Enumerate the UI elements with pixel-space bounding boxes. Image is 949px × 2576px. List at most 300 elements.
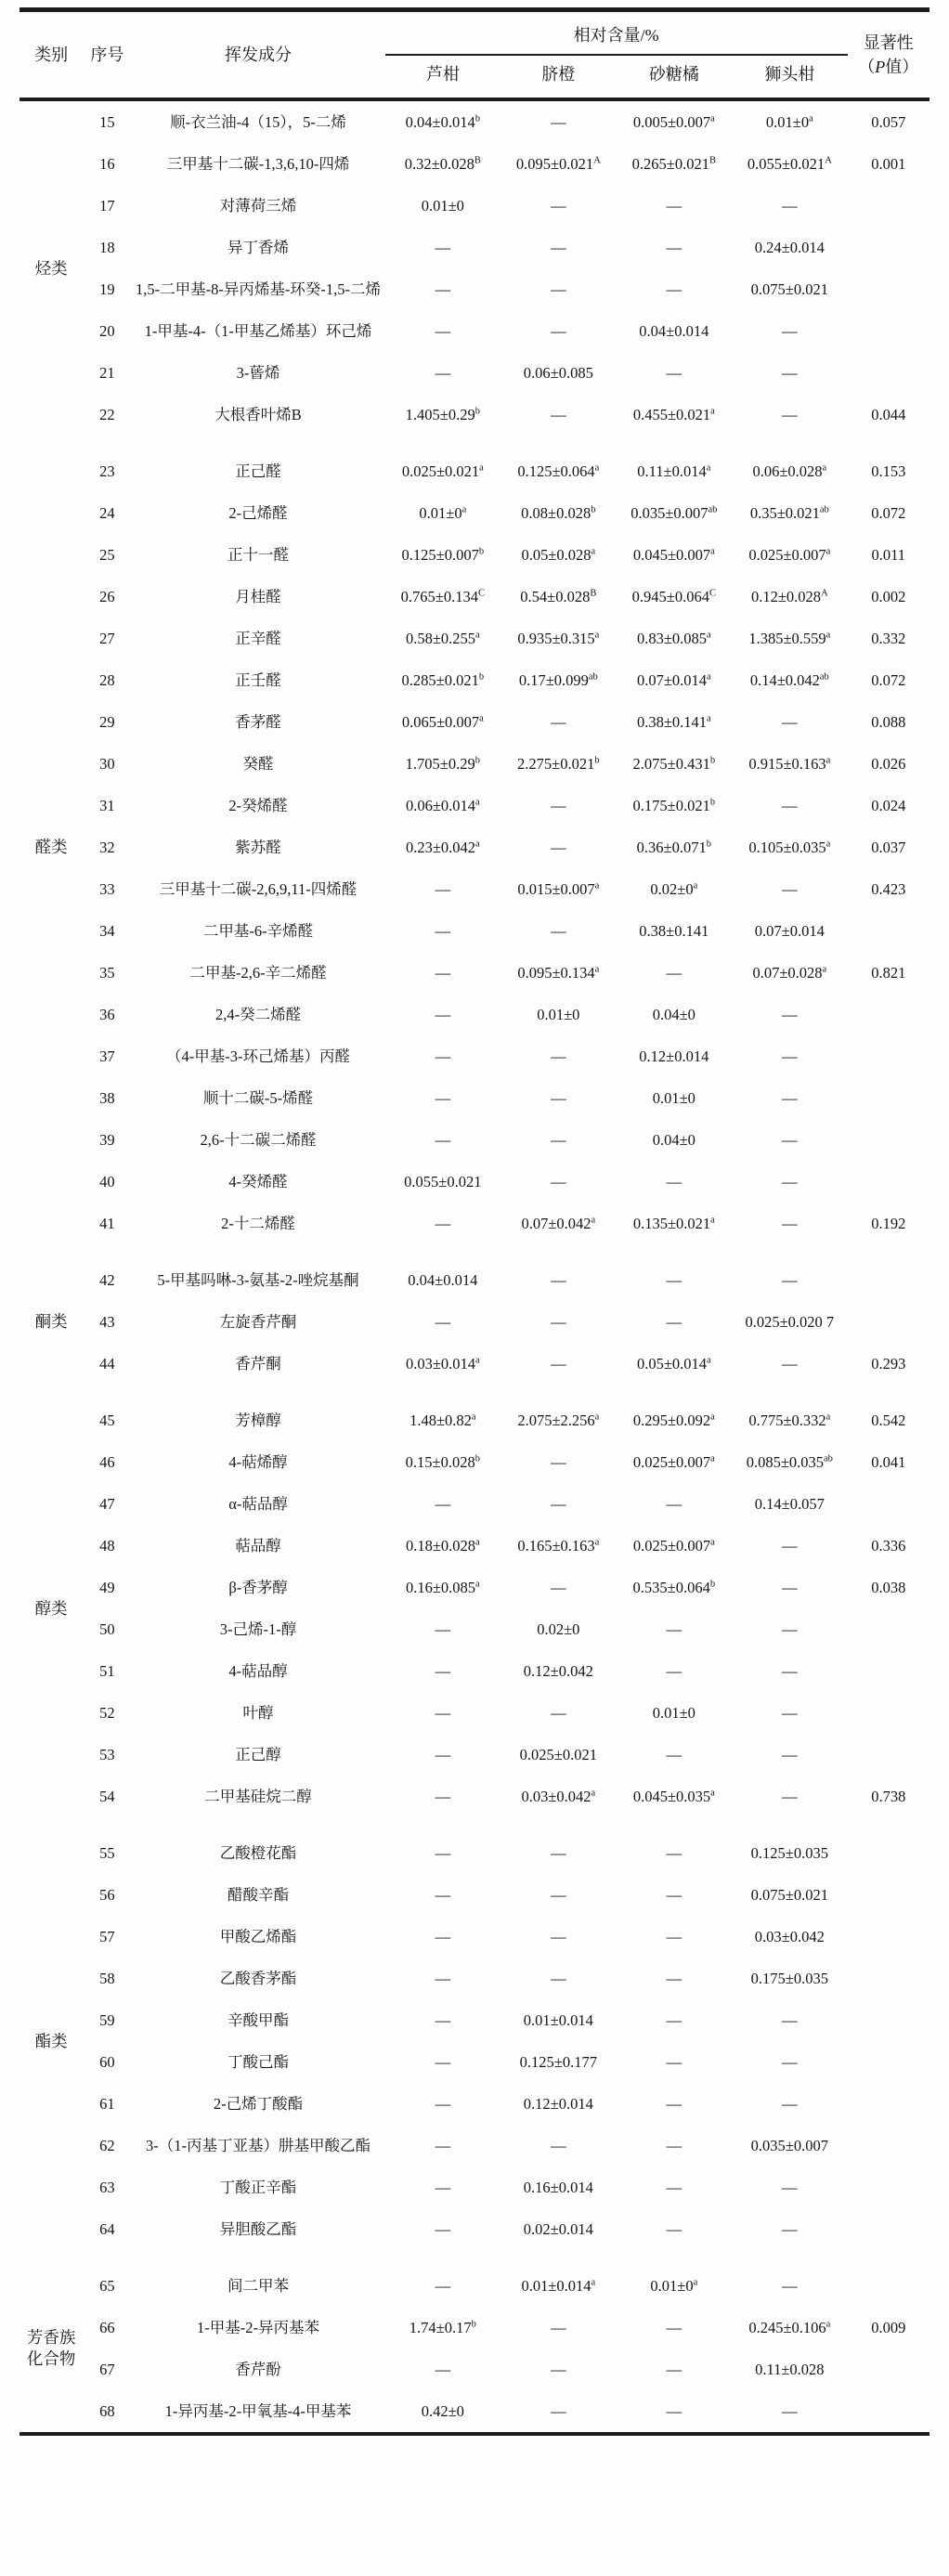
- component-name-cell: 三甲基十二碳-2,6,9,11-四烯醛: [159, 880, 358, 899]
- category-cell: 醇类: [34, 1598, 68, 1618]
- value-cell: —: [666, 2137, 682, 2155]
- row-number-cell: 31: [99, 797, 115, 815]
- value-cell: —: [435, 2277, 451, 2296]
- value-cell: 0.06±0.028$^a$: [752, 462, 827, 481]
- p-value-cell: 0.002: [871, 588, 906, 606]
- p-value-cell: 0.336: [871, 1537, 906, 1555]
- p-value-cell: [848, 352, 930, 394]
- value-cell: 1.385±0.559$^a$: [748, 630, 831, 648]
- table-row: [20, 227, 930, 268]
- value-cell: —: [666, 2053, 682, 2072]
- col-header-fruit-lugan: 芦柑: [385, 55, 501, 99]
- value-cell: —: [782, 1271, 798, 1290]
- significance-letter: a: [594, 964, 600, 975]
- p-value-cell: 0.009: [871, 2319, 906, 2337]
- row-number-cell: 41: [99, 1215, 115, 1233]
- value-cell: —: [435, 2137, 451, 2155]
- p-value-cell: [848, 1161, 930, 1203]
- table-row: [20, 2307, 930, 2348]
- value-cell: —: [551, 1355, 566, 1373]
- value-cell: 0.935±0.315$^a$: [517, 630, 600, 648]
- component-name-cell: 5-甲基吗啉-3-氨基-2-唑烷基酮: [157, 1271, 359, 1290]
- table-row: [20, 2348, 930, 2390]
- value-cell: —: [782, 2053, 798, 2072]
- component-name-cell: 正辛醛: [235, 630, 281, 648]
- value-cell: —: [551, 1131, 566, 1150]
- component-name-cell: 乙酸香茅酯: [219, 1970, 297, 1988]
- value-cell: —: [551, 1047, 566, 1066]
- table-row: [20, 1203, 930, 1244]
- value-cell: —: [435, 280, 451, 299]
- table-row: [20, 1874, 930, 1916]
- component-name-cell: 4-癸烯醛: [228, 1173, 288, 1191]
- component-name-cell: 正己醇: [235, 1746, 281, 1764]
- value-cell: $0.265\pm 0.021^B$: [631, 155, 716, 174]
- significance-letter: a: [710, 1788, 715, 1799]
- value-cell: $0.32\pm 0.028^B$: [404, 155, 481, 174]
- p-value-cell: [848, 227, 930, 268]
- value-cell: 0.125±0.064$^a$: [517, 462, 600, 481]
- value-cell: $0.765\pm 0.134^C$: [400, 588, 485, 606]
- value-cell: 0.08±0.028$^b$: [521, 504, 596, 523]
- value-cell: 0.02±0.014: [523, 2220, 593, 2239]
- category-cell: 烃类: [34, 258, 68, 278]
- significance-letter: a: [707, 630, 711, 641]
- component-name-cell: 三甲基十二碳-1,3,6,10-四烯: [166, 155, 350, 174]
- value-cell: 0.025±0.007$^a$: [632, 1453, 715, 1472]
- value-cell: —: [666, 964, 682, 982]
- table-row: [20, 2250, 930, 2307]
- value-cell: 1.405±0.29$^b$: [405, 406, 480, 424]
- table-row: [20, 1161, 930, 1203]
- value-cell: —: [782, 1620, 798, 1639]
- row-number-cell: 27: [99, 630, 115, 648]
- row-number-cell: 20: [99, 322, 115, 341]
- value-cell: —: [551, 1579, 566, 1597]
- p-value-cell: 0.153: [871, 462, 906, 481]
- table-body: [20, 99, 930, 2434]
- value-cell: 0.04±0: [652, 1131, 696, 1150]
- value-cell: —: [435, 964, 451, 982]
- value-cell: 0.07±0.028$^a$: [752, 964, 827, 982]
- value-cell: 0.03±0.042: [754, 1928, 825, 1946]
- value-cell: 1.74±0.17$^b$: [409, 2319, 476, 2337]
- p-value-cell: 0.293: [871, 1355, 906, 1373]
- table-row: [20, 701, 930, 743]
- row-number-cell: 32: [99, 839, 115, 857]
- value-cell: 0.095±0.134$^a$: [517, 964, 600, 982]
- table-row: [20, 910, 930, 952]
- value-cell: 0.07±0.042$^a$: [521, 1215, 596, 1233]
- value-cell: 2.075±0.431$^b$: [632, 755, 716, 774]
- value-cell: —: [551, 1089, 566, 1108]
- value-cell: —: [782, 2011, 798, 2030]
- value-cell: —: [782, 1047, 798, 1066]
- row-number-cell: 23: [99, 462, 115, 481]
- value-cell: —: [666, 280, 682, 299]
- p-value-cell: [848, 1244, 930, 1301]
- value-cell: —: [782, 1746, 798, 1764]
- value-cell: 0.025±0.021: [519, 1746, 597, 1764]
- significance-letter: a: [710, 1453, 715, 1464]
- significance-letter: a: [475, 797, 480, 808]
- significance-letter: a: [591, 1215, 596, 1226]
- row-number-cell: 16: [99, 155, 115, 174]
- row-number-cell: 24: [99, 504, 115, 523]
- row-number-cell: 37: [99, 1047, 115, 1066]
- row-number-cell: 54: [99, 1788, 115, 1806]
- component-name-cell: 正十一醛: [228, 546, 290, 565]
- page: [0, 7, 949, 2436]
- significance-letter: a: [710, 406, 715, 417]
- p-value-cell: 0.192: [871, 1215, 906, 1233]
- row-number-cell: 50: [99, 1620, 115, 1639]
- significance-letter: a: [591, 2277, 596, 2288]
- p-value-cell: 0.738: [871, 1788, 906, 1806]
- value-cell: 0.02±0: [537, 1620, 580, 1639]
- table-row: [20, 2208, 930, 2250]
- row-number-cell: 42: [99, 1271, 115, 1290]
- value-cell: —: [551, 1495, 566, 1514]
- p-value-cell: 0.057: [871, 113, 906, 132]
- value-cell: 0.025±0.020 7: [745, 1313, 835, 1332]
- table-row: [20, 394, 930, 436]
- value-cell: —: [435, 1620, 451, 1639]
- table-row: [20, 436, 930, 492]
- row-number-cell: 59: [99, 2011, 115, 2030]
- row-number-cell: 26: [99, 588, 115, 606]
- value-cell: —: [782, 2402, 798, 2421]
- row-number-cell: 48: [99, 1537, 115, 1555]
- value-cell: 2.275±0.021$^b$: [517, 755, 600, 774]
- significance-letter: a: [822, 462, 827, 474]
- value-cell: —: [435, 2179, 451, 2197]
- row-number-cell: 45: [99, 1412, 115, 1430]
- value-cell: —: [435, 1788, 451, 1806]
- significance-letter: a: [594, 1412, 600, 1423]
- value-cell: —: [551, 2361, 566, 2379]
- value-cell: 0.01±0.014$^a$: [521, 2277, 596, 2296]
- col-header-no: 序号: [83, 10, 131, 100]
- p-value-cell: [848, 310, 930, 352]
- significance-letter: B: [590, 588, 597, 599]
- component-name-cell: 1-甲基-4-（1-甲基乙烯基）环己烯: [144, 322, 372, 341]
- significance-letter: b: [709, 1579, 716, 1590]
- row-number-cell: 38: [99, 1089, 115, 1108]
- value-cell: 0.83±0.085$^a$: [636, 630, 711, 648]
- value-cell: 0.015±0.007$^a$: [517, 880, 600, 899]
- value-cell: 0.12±0.014: [523, 2095, 593, 2114]
- table-row: [20, 785, 930, 826]
- table-row: [20, 1916, 930, 1958]
- value-cell: —: [782, 1537, 798, 1555]
- value-cell: 0.135±0.021$^a$: [632, 1215, 715, 1233]
- significance-letter: a: [826, 630, 831, 641]
- p-value-cell: 0.037: [871, 839, 906, 857]
- row-number-cell: 39: [99, 1131, 115, 1150]
- value-cell: $0.055\pm 0.021^A$: [747, 155, 832, 174]
- value-cell: 0.04±0: [652, 1006, 696, 1024]
- value-cell: 0.775±0.332$^a$: [748, 1412, 831, 1430]
- row-number-cell: 22: [99, 406, 115, 424]
- value-cell: —: [435, 880, 451, 899]
- value-cell: 0.06±0.014$^a$: [405, 797, 480, 815]
- p-value-cell: [848, 1650, 930, 1692]
- significance-letter: b: [591, 504, 596, 515]
- row-number-cell: 46: [99, 1453, 115, 1472]
- significance-letter: A: [593, 155, 601, 166]
- p-value-cell: [848, 2208, 930, 2250]
- value-cell: —: [666, 1495, 682, 1514]
- col-header-fruit-qicheng: 脐橙: [500, 55, 617, 99]
- value-cell: —: [435, 1215, 451, 1233]
- significance-label-line2: （P值）: [858, 58, 919, 77]
- value-cell: 0.045±0.007$^a$: [632, 546, 715, 565]
- significance-letter: a: [594, 462, 600, 474]
- value-cell: 0.11±0.028: [755, 2361, 825, 2379]
- value-cell: —: [435, 2361, 451, 2379]
- row-number-cell: 34: [99, 922, 115, 941]
- value-cell: 0.16±0.014: [523, 2179, 593, 2197]
- significance-letter: a: [826, 2319, 831, 2330]
- value-cell: —: [666, 1173, 682, 1191]
- table-row: [20, 659, 930, 701]
- p-value-cell: [848, 1692, 930, 1734]
- significance-letter: C: [708, 588, 716, 599]
- significance-letter: a: [475, 839, 480, 850]
- table-header: [20, 10, 930, 100]
- value-cell: —: [551, 322, 566, 341]
- p-value-cell: [848, 2041, 930, 2083]
- value-cell: 0.07±0.014: [754, 922, 825, 941]
- value-cell: —: [435, 1970, 451, 1988]
- p-value-cell: 0.044: [871, 406, 906, 424]
- component-name-cell: 香芹酚: [235, 2361, 281, 2379]
- value-cell: 0.065±0.007$^a$: [401, 713, 484, 732]
- component-name-cell: 1-异丙基-2-甲氧基-4-甲基苯: [164, 2402, 352, 2421]
- row-number-cell: 33: [99, 880, 115, 899]
- value-cell: —: [435, 322, 451, 341]
- value-cell: $0.095\pm 0.021^A$: [515, 155, 601, 174]
- value-cell: 0.01±0.014: [523, 2011, 593, 2030]
- table-row: [20, 1776, 930, 1817]
- value-cell: —: [551, 113, 566, 132]
- value-cell: 0.175±0.035: [750, 1970, 828, 1988]
- component-name-cell: α-萜品醇: [228, 1495, 288, 1514]
- table-row: [20, 1035, 930, 1077]
- col-header-category: 类别: [20, 10, 83, 100]
- value-cell: 0.025±0.021$^a$: [401, 462, 484, 481]
- p-value-cell: 0.001: [871, 155, 906, 174]
- p-value-cell: [848, 1999, 930, 2041]
- value-cell: —: [551, 406, 566, 424]
- value-cell: 0.005±0.007$^a$: [632, 113, 715, 132]
- row-number-cell: 43: [99, 1313, 115, 1332]
- value-cell: —: [666, 1844, 682, 1863]
- significance-letter: a: [710, 113, 715, 124]
- significance-letter: b: [594, 755, 600, 766]
- value-cell: 0.915±0.163$^a$: [748, 755, 831, 774]
- significance-letter: a: [591, 546, 596, 557]
- component-name-cell: 对薄荷三烯: [219, 197, 297, 215]
- value-cell: —: [551, 922, 566, 941]
- table-row: [20, 868, 930, 910]
- significance-letter: a: [475, 630, 480, 641]
- value-cell: —: [435, 1886, 451, 1905]
- value-cell: —: [435, 1006, 451, 1024]
- value-cell: 0.35±0.021$^{ab}$: [749, 504, 829, 523]
- significance-letter: a: [707, 671, 711, 683]
- component-name-cell: 间二甲苯: [228, 2277, 290, 2296]
- value-cell: 0.38±0.141$^a$: [636, 713, 711, 732]
- value-cell: 0.075±0.021: [750, 1886, 828, 1905]
- value-cell: 0.025±0.007$^a$: [632, 1537, 715, 1555]
- value-cell: 0.165±0.163$^a$: [517, 1537, 600, 1555]
- value-cell: 0.455±0.021$^a$: [632, 406, 715, 424]
- component-name-cell: 异丁香烯: [228, 239, 290, 257]
- component-name-cell: 顺-衣兰油-4（15），5-二烯: [170, 113, 346, 132]
- table-row: [20, 492, 930, 534]
- value-cell: —: [435, 922, 451, 941]
- table-row: [20, 743, 930, 785]
- value-cell: —: [435, 1928, 451, 1946]
- significance-letter: a: [475, 1537, 480, 1548]
- component-name-cell: 醋酸辛酯: [228, 1886, 290, 1905]
- value-cell: 0.105±0.035$^a$: [748, 839, 831, 857]
- value-cell: —: [435, 1313, 451, 1332]
- value-cell: —: [782, 2277, 798, 2296]
- value-cell: 0.04±0.014: [639, 322, 709, 341]
- value-cell: —: [666, 2220, 682, 2239]
- p-value-cell: 0.542: [871, 1412, 906, 1430]
- row-number-cell: 19: [99, 280, 115, 299]
- value-cell: —: [435, 1131, 451, 1150]
- value-cell: —: [782, 1006, 798, 1024]
- table-row: [20, 826, 930, 868]
- value-cell: 0.295±0.092$^a$: [632, 1412, 715, 1430]
- table-row: [20, 143, 930, 185]
- component-name-cell: （4-甲基-3-环己烯基）丙醛: [166, 1047, 351, 1066]
- significance-letter: C: [477, 588, 485, 599]
- row-number-cell: 40: [99, 1173, 115, 1191]
- significance-letter: a: [693, 880, 698, 891]
- table-row: [20, 1525, 930, 1567]
- table-row: [20, 534, 930, 576]
- value-cell: $0.02\pm 0^a$: [650, 880, 698, 899]
- significance-letter: A: [821, 588, 828, 599]
- p-value-cell: [848, 1817, 930, 1874]
- value-cell: 0.38±0.141: [639, 922, 709, 941]
- component-name-cell: 月桂醛: [235, 588, 281, 606]
- component-name-cell: 2,6-十二碳二烯醛: [200, 1131, 317, 1150]
- value-cell: 0.12±0.014: [639, 1047, 709, 1066]
- significance-letter: ab: [824, 1453, 833, 1464]
- value-cell: 0.035±0.007: [750, 2137, 828, 2155]
- table-row: [20, 1567, 930, 1608]
- value-cell: —: [782, 322, 798, 341]
- row-number-cell: 47: [99, 1495, 115, 1514]
- value-cell: —: [666, 2402, 682, 2421]
- table-row: [20, 1385, 930, 1441]
- value-cell: 0.23±0.042$^a$: [405, 839, 480, 857]
- component-name-cell: 3-蒈烯: [236, 364, 280, 383]
- p-value-cell: 0.072: [871, 504, 906, 523]
- component-name-cell: 2-己烯醛: [228, 504, 288, 523]
- row-number-cell: 60: [99, 2053, 115, 2072]
- table-row: [20, 352, 930, 394]
- p-value-cell: [848, 1119, 930, 1161]
- table-row: [20, 185, 930, 227]
- significance-letter: b: [471, 2319, 476, 2330]
- category-cell: 芳香族化合物: [26, 2328, 76, 2369]
- value-cell: 0.05±0.028$^a$: [521, 546, 596, 565]
- value-cell: —: [782, 2179, 798, 2197]
- value-cell: —: [551, 1173, 566, 1191]
- p-value-cell: 0.088: [871, 713, 906, 732]
- component-name-cell: 4-萜品醇: [228, 1662, 288, 1681]
- significance-letter: a: [710, 546, 715, 557]
- value-cell: 0.025±0.007$^a$: [748, 546, 831, 565]
- value-cell: $0.01\pm 0^a$: [765, 113, 813, 132]
- value-cell: —: [782, 797, 798, 815]
- p-value-cell: [848, 2125, 930, 2166]
- component-name-cell: 正己醛: [235, 462, 281, 481]
- significance-letter: a: [594, 630, 600, 641]
- value-cell: $0.01\pm 0^a$: [419, 504, 467, 523]
- component-name-cell: β-香茅醇: [228, 1579, 288, 1597]
- value-cell: —: [551, 280, 566, 299]
- value-cell: —: [551, 1886, 566, 1905]
- value-cell: —: [666, 239, 682, 257]
- table-row: [20, 1692, 930, 1734]
- value-cell: —: [782, 2095, 798, 2114]
- component-name-cell: 大根香叶烯B: [214, 406, 302, 424]
- value-cell: $0.01\pm 0^a$: [650, 2277, 698, 2296]
- value-cell: 0.15±0.028$^b$: [405, 1453, 480, 1472]
- component-name-cell: 紫苏醛: [235, 839, 281, 857]
- row-number-cell: 44: [99, 1355, 115, 1373]
- value-cell: 0.14±0.042$^{ab}$: [749, 671, 829, 690]
- value-cell: 0.01±0: [537, 1006, 580, 1024]
- p-value-cell: 0.038: [871, 1579, 906, 1597]
- value-cell: —: [782, 713, 798, 732]
- value-cell: —: [666, 1271, 682, 1290]
- value-cell: 0.075±0.021: [750, 280, 828, 299]
- component-name-cell: 2-己烯丁酸酯: [213, 2095, 304, 2114]
- significance-letter: b: [478, 671, 485, 683]
- component-name-cell: 香芹酮: [235, 1355, 281, 1373]
- p-value-cell: [848, 2348, 930, 2390]
- row-number-cell: 15: [99, 113, 115, 132]
- value-cell: —: [435, 1047, 451, 1066]
- value-cell: 0.58±0.255$^a$: [405, 630, 480, 648]
- p-value-cell: 0.072: [871, 671, 906, 690]
- row-number-cell: 58: [99, 1970, 115, 1988]
- table-row: [20, 1999, 930, 2041]
- row-number-cell: 57: [99, 1928, 115, 1946]
- value-cell: 0.01±0: [652, 1089, 696, 1108]
- value-cell: —: [435, 1662, 451, 1681]
- table-row: [20, 618, 930, 659]
- significance-letter: B: [708, 155, 716, 166]
- value-cell: —: [782, 1215, 798, 1233]
- significance-letter: ab: [588, 671, 598, 683]
- table-row: [20, 1119, 930, 1161]
- value-cell: —: [666, 197, 682, 215]
- value-cell: —: [666, 1620, 682, 1639]
- value-cell: —: [435, 2011, 451, 2030]
- row-number-cell: 51: [99, 1662, 115, 1681]
